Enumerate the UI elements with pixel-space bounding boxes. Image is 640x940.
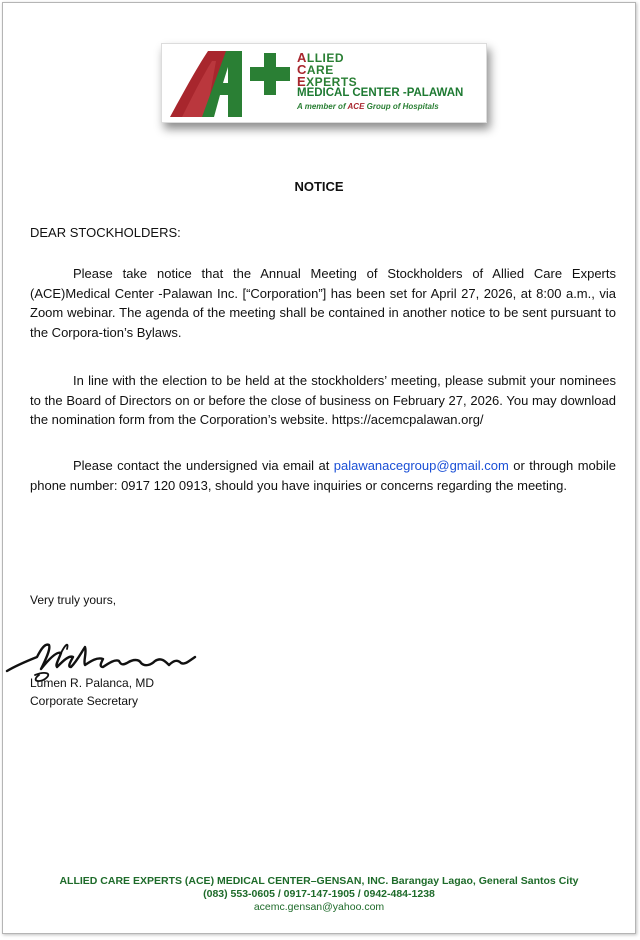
contact-email-link[interactable]: palawanacegroup@gmail.com — [333, 458, 509, 473]
footer-address: ALLIED CARE EXPERTS (ACE) MEDICAL CENTER–GENSAN, INC. Barangay Lagao, General Santos City — [59, 875, 579, 887]
notice-title: NOTICE — [294, 179, 344, 194]
ace-logo-icon — [168, 47, 292, 119]
footer-phones: (083) 553-0605 / 0917-147-1905 / 0942-484-1238 — [203, 888, 435, 900]
footer-email[interactable]: acemc.gensan@yahoo.com — [253, 901, 385, 913]
logo-wordmark — [297, 51, 463, 111]
logo-line-care: CARE — [297, 62, 334, 77]
signer-title: Corporate Secretary — [30, 694, 139, 708]
paragraph-meeting: Please take notice that the Annual Meeting of Stockholders of Allied Care Experts (ACE)Medical Center -Palawan Inc. [“Corporation”] has been set for April 27, 2026, at 8:00 a.m., via Zoom webinar. The agenda of the meeting shall be contained in another notice to be sent pursuant to the Corpora-tion’s Bylaws. — [30, 266, 616, 340]
notice-page — [2, 2, 636, 934]
paragraph-nominees: In line with the election to be held at the stockholders’ meeting, please submit your nominees to the Board of Directors on or before the close of business on February 27, 2026. You may download the nomination form from the Corporation’s website. https://acemcpalawan.org/ — [30, 373, 616, 428]
footer — [3, 875, 635, 914]
closing-line: Very truly yours, — [30, 593, 117, 607]
signer-name: Lumen R. Palanca, MD — [30, 676, 155, 690]
logo-line-experts: EXPERTS — [297, 74, 358, 89]
paragraph-contact: Please contact the undersigned via email at palawanacegroup@gmail.com or through mobile phone number: 0917 120 0913, should you have inquiries or concerns regarding the meeting. — [30, 458, 617, 493]
signer-block — [30, 674, 154, 710]
salutation: DEAR STOCKHOLDERS: — [30, 225, 181, 240]
logo-medical-center: MEDICAL CENTER -PALAWAN — [297, 87, 464, 99]
logo-member-tagline: A member of ACE Group of Hospitals — [297, 101, 439, 111]
logo-line-allied: ALLIED — [297, 50, 345, 65]
hospital-logo — [161, 43, 487, 123]
